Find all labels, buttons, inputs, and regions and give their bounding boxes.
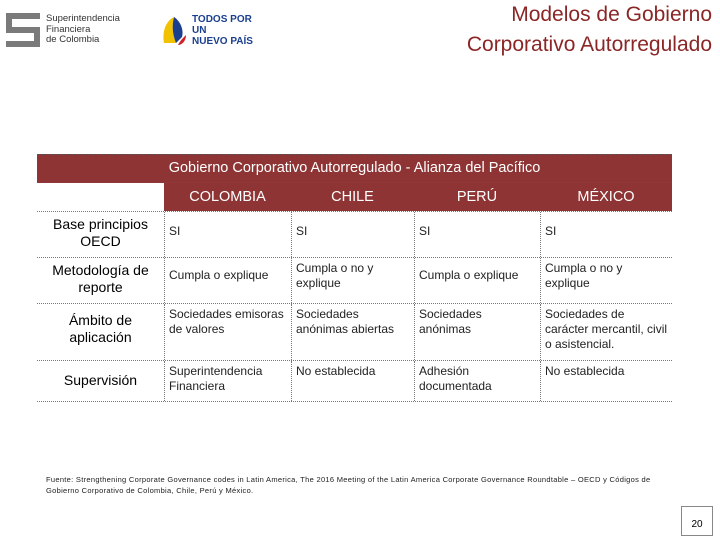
row-label: Base principios OECD [53,216,148,249]
logo-emblem-icon [6,13,40,47]
row-label: Metodología de reporte [52,262,149,295]
table-cell: SI [291,212,414,257]
table-cell: SI [540,212,672,257]
table-cell: Cumpla o no y explique [540,258,672,303]
title-line1: Modelos de Gobierno [511,3,712,26]
logo2-line2: NUEVO PAÍS [192,35,253,47]
table-cell: Cumpla o explique [164,258,291,303]
table-cell: Sociedades anónimas abiertas [291,304,414,360]
table-cell: Sociedades emisoras de valores [164,304,291,360]
column-header: COLOMBIA [189,189,266,205]
logo2-line1: TODOS POR UN [192,13,252,36]
table-header-row [37,182,672,211]
table-cell: Superintendencia Financiera [164,361,291,401]
column-header: CHILE [331,189,374,205]
table-cell: SI [414,212,540,257]
colombia-flag-icon [160,13,188,47]
comparison-table [37,154,672,402]
table-cell: No establecida [291,361,414,401]
table-row [37,257,672,303]
row-label: Ámbito de aplicación [68,312,133,345]
page-title [467,0,712,60]
logo1-line3: de Colombia [46,34,100,46]
table-cell: Adhesión documentada [414,361,540,401]
table-cell: SI [164,212,291,257]
superintendencia-logo [6,10,136,50]
table-cell: Cumpla o explique [414,258,540,303]
source-footnote: Fuente: Strengthening Corporate Governance codes in Latin America, The 2016 Meeting of the Latin America Corporate Governance Roundtable – OECD y Códigos de Gobierno Corporativo de Colombia, Chile, Perú y México. [46,475,651,495]
column-header: PERÚ [456,189,498,205]
page-number: 20 [681,506,713,536]
logo1-line2: Financiera [46,23,91,35]
table-row [37,211,672,257]
table-cell: No establecida [540,361,672,401]
table-cell: Sociedades de carácter mercantil, civil o asistencial. [540,304,672,360]
row-label: Supervisión [63,372,138,388]
table-cell: Cumpla o no y explique [291,258,414,303]
header-blank [37,183,164,211]
gobierno-logo [160,10,260,50]
logo1-line1: Superintendencia [46,13,120,25]
table-cell: Sociedades anónimas [414,304,540,360]
table-row [37,303,672,360]
title-line2: Corporativo Autorregulado [466,33,712,56]
column-header: MÉXICO [577,189,635,205]
table-row [37,360,672,402]
table-caption: Gobierno Corporativo Autorregulado - Alianza del Pacífico [37,154,672,182]
